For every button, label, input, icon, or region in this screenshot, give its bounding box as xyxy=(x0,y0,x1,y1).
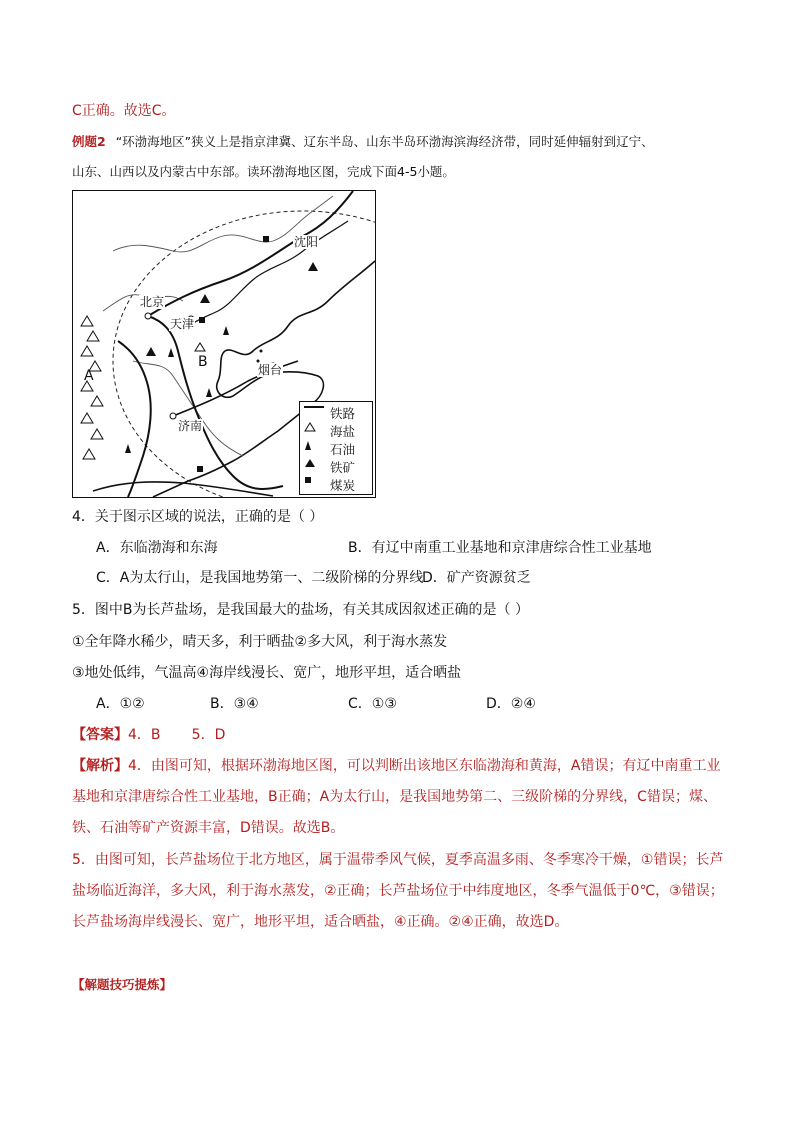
q5-statement-2: ③地处低纬，气温高④海岸线漫长、宽广，地形平坦，适合晒盐 xyxy=(72,665,462,681)
q4-option-b: B．有辽中南重工业基地和京津唐综合性工业基地 xyxy=(348,540,652,556)
bohai-region-map xyxy=(72,190,376,498)
legend-railway: 铁路 xyxy=(330,406,356,421)
q5-option-b: B．③④ xyxy=(210,696,259,712)
q4-option-d: D．矿产资源贫乏 xyxy=(422,570,531,586)
label-beijing: 北京 xyxy=(140,295,165,309)
legend-oil: 石油 xyxy=(304,440,355,458)
railway-beijing-south xyxy=(148,316,283,489)
answer-text: 4．B 5．D xyxy=(128,727,226,743)
border-south xyxy=(133,361,243,456)
q5-option-d: D．②④ xyxy=(486,696,536,712)
legend-iron: 铁矿 xyxy=(304,458,355,476)
example-label: 例题2 xyxy=(72,134,106,149)
answer-label: 【答案】 xyxy=(72,727,128,743)
analysis-line-3: 铁、石油等矿产资源丰富，D错误。故选B。 xyxy=(72,820,345,836)
label-a: A xyxy=(84,368,94,384)
tips-heading: 【解题技巧提炼】 xyxy=(72,977,173,992)
railway-beijing-shenyang xyxy=(148,191,353,316)
city-dot-jinan xyxy=(170,413,176,419)
q4-stem: 4．关于图示区域的说法，正确的是（ ） xyxy=(72,509,324,525)
q5-option-c: C．①③ xyxy=(348,696,397,712)
example-intro-line2: 山东、山西以及内蒙古中东部。读环渤海地区图，完成下面4-5小题。 xyxy=(72,164,455,179)
sea-salt-marker xyxy=(195,343,205,351)
label-b: B xyxy=(198,354,208,370)
taihang-mountains xyxy=(81,316,103,459)
label-tianjin: 天津 xyxy=(170,317,195,331)
legend-sea-salt: 海盐 xyxy=(304,422,355,440)
previous-answer-line: C正确。故选C。 xyxy=(72,103,176,119)
city-dot-beijing xyxy=(145,313,151,319)
example-text-1: “环渤海地区”狭义上是指京津冀、辽东半岛、山东半岛环渤海滨海经济带，同时延伸辐射到辽宁、 xyxy=(115,134,654,149)
iron-markers xyxy=(146,262,318,356)
q5-option-a: A．①② xyxy=(96,696,145,712)
example-intro-line1 xyxy=(72,132,654,152)
q5-statement-1: ①全年降水稀少，晴天多，利于晒盐②多大风，利于海水蒸发 xyxy=(72,634,448,650)
legend-coal: 煤炭 xyxy=(304,476,355,494)
analysis-line-2: 基地和京津唐综合性工业基地，B正确；A为太行山，是我国地势第二、三级阶梯的分界线，C错误；煤、 xyxy=(72,789,717,805)
railway-west xyxy=(118,341,151,497)
label-jinan: 济南 xyxy=(178,419,203,433)
q4-option-c: C．A为太行山，是我国地势第一、二级阶梯的分界线 xyxy=(96,570,424,586)
analysis-line-5: 盐场临近海洋，多大风，利于海水蒸发，②正确；长芦盐场位于中纬度地区，冬季气温低于0℃，③错误； xyxy=(72,883,724,899)
analysis-line-6: 长芦盐场海岸线漫长、宽广，地形平坦，适合晒盐，④正确。②④正确，故选D。 xyxy=(72,914,569,930)
label-shenyang: 沈阳 xyxy=(294,235,319,249)
q5-stem: 5．图中B为长芦盐场，是我国最大的盐场，有关其成因叙述正确的是（ ） xyxy=(72,602,529,618)
q4-option-a: A．东临渤海和东海 xyxy=(96,540,218,556)
analysis-line-1: 【解析】4．由图可知，根据环渤海地区图，可以判断出该地区东临渤海和黄海，A错误；有辽中南重工业 xyxy=(72,758,721,774)
analysis-label: 【解析】 xyxy=(72,758,128,774)
label-yantai: 烟台 xyxy=(258,363,283,377)
answer-line xyxy=(72,725,225,745)
analysis-line-4: 5．由图可知，长芦盐场位于北方地区，属于温带季风气候，夏季高温多雨、冬季寒冷干燥，①错误；长芦 xyxy=(72,852,724,868)
map-legend xyxy=(299,401,373,495)
